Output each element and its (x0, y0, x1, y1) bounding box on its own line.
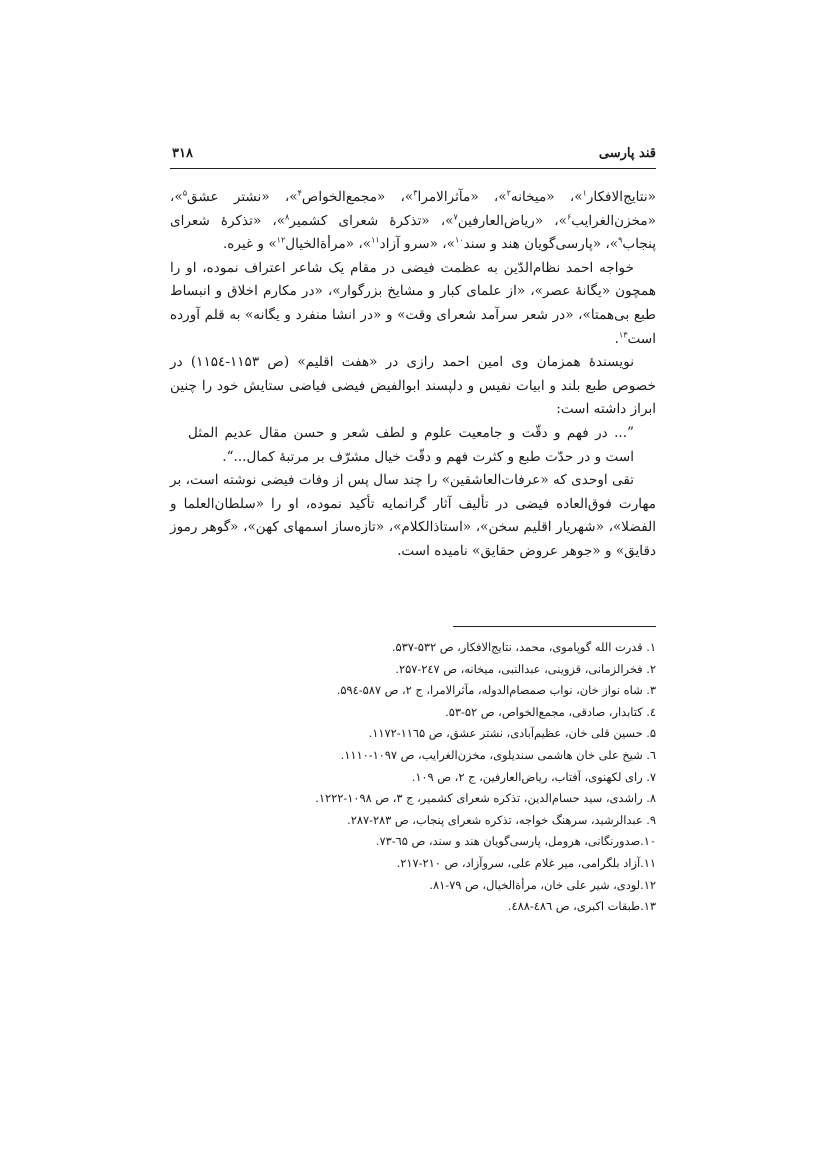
paragraph-book-list: «نتایج‌الافکار$^۱$»، «میخانه$^۲$»، «مآثرالامرا$^۳$»، «مجمع‌الخواص$^۴$»، «نشتر عشق$^۵$»، «مخزن‌الغرایب$^۶$»، «ریاض‌العارفین$^۷$»، «تذکرهٔ شعرای کشمیر$^۸$»، «تذکرهٔ شعرای پنجاب$^۹$»، «پارسی‌گویان هند و سند$^{۱۰}$»، «سرو آزاد$^{۱۱}$»، «مرأةالخیال$^{۱۲}$» و غیره. (170, 188, 656, 253)
footnote-ref: ۱ (582, 188, 587, 198)
footnote-item: ۳. شاه نواز خان، نواب صمصام‌الدوله، مآثرالامرا، ج ۲، ص ۵۸۷-۵۹٤. (336, 683, 656, 698)
footnote-item: ۱. قدرت الله گوپاموی، محمد، نتایج‌الافکار، ص ۵۳۲-۵۳۷. (391, 640, 656, 654)
footnote-item: ۱۲.لودی، شیر علی خان، مرأةالخیال، ص ۷۹-۸۱. (429, 877, 656, 892)
footnote-item: ۵. حسین قلی خان، عظیم‌آبادی، نشتر عشق، ص ۱۱٦۵-۱۱۷۲. (368, 726, 656, 741)
footnote-ref: ۶ (566, 212, 572, 222)
footnote-ref: ۱۳ (618, 330, 628, 340)
footnote-ref: ۸ (285, 212, 290, 222)
footnote-item: ۱۱.آزاد بلگرامی، میر غلام علی، سروآزاد، ص ۲۱۰-۲۱۷. (396, 855, 656, 870)
paragraph-nizamuddin: خواجه احمد نظام‌الدّین به عظمت فیضی در مقام یک شاعر اعتراف نموده، او را همچون «یگانهٔ عصر»، «از علمای کبار و مشایخ بزرگوار»، «در مکارم اخلاق و انبساط طبع بی‌همتا»، «در شعر سرآمد شعرای وقت» و «در انشا منفرد و یگانه» به قلم آورده است$^{۱۳}$. (170, 259, 656, 347)
footnote-ref: ۲ (506, 188, 511, 198)
footnote-item: ۱۳.طبقات اکبری، ص ٤۸٦-٤۸۸. (507, 899, 656, 914)
footnote-ref: ۴ (297, 188, 302, 198)
page-number: ۳۱۸ (172, 146, 193, 161)
paragraph-awhadi: تقی اوحدی که «عرفات‌العاشقین» را چند سال پس از وفات فیضی نوشته است، بر مهارت فوق‌العاده فیضی در تألیف آثار گرانمایه تأکید نموده، او را «سلطان‌العلما و الفضلا»، «شهریار اقلیم سخن»، «استاذالکلام»، «تازه‌ساز اسمهای کهن»، «گوهر رموز دقایق» و «جوهر عروض حقایق» نامیده است. (170, 472, 656, 559)
footnote-separator (453, 626, 656, 627)
paragraph-razi: نویسندهٔ همزمان وی امین احمد رازی در «هفت اقلیم» (ص ۱۱۵۳-۱۱۵٤) در خصوص طبع بلند و ابیات نفیس و دلپسند ابوالفیض فیضی فیاضی ستایش خود را چنین ابراز داشته است: (170, 354, 657, 418)
footnote-ref: ۵ (182, 188, 188, 198)
footnote-item: ٦. شیخ علی خان هاشمی سندیلوی، مخزن‌الغرایب، ص ۱۰۹۷-۱۱۱۰. (340, 747, 656, 762)
footnotes-list (170, 637, 656, 918)
page-header (170, 146, 656, 169)
footnote-item: ۷. رای لکهنوی، آفتاب، ریاض‌العارفین، ج ۲، ص ۱۰۹. (411, 769, 656, 784)
running-title: قند پارسی (598, 146, 656, 161)
footnote-ref: ۱۱ (371, 235, 380, 245)
footnote-ref: ۱۰ (454, 235, 464, 245)
footnote-ref: ۱۲ (276, 235, 286, 245)
footnote-item: ۲. فخرالزمانی، قزوینی، عبدالنبی، میخانه، ص ۲٤۷-۲۵۷. (395, 661, 656, 676)
footnote-ref: ۳ (413, 188, 418, 198)
quotation: ”... در فهم و دقّت و جامعیت علوم و لطف شعر و حسن مقال عدیم المثل است و در حدّت طبع و کثرت فهم و دقّت خیال مشرّف بر مرتبهٔ کمال...“. (188, 424, 634, 465)
footnote-item: ۹. عبدالرشید، سرهنگ خواجه، تذکره شعرای پنجاب، ص ۲۸۳-۲۸۷. (347, 812, 656, 827)
footnote-ref: ۷ (453, 212, 458, 222)
footnote-item: ۱۰.صدورنگانی، هرومل، پارسی‌گویان هند و سند، ص ٦۵-۷۳. (375, 834, 656, 849)
footnote-item: ٤. کتابدار، صادقی، مجمع‌الخواص، ص ۵۲-۵۳. (445, 704, 656, 719)
body-text (170, 186, 656, 564)
footnote-ref: ۹ (618, 235, 623, 245)
footnote-item: ۸. راشدی، سید حسام‌الدین، تذکره شعرای کشمیر، ج ۳، ص ۱۰۹۸-۱۲۲۲. (315, 791, 656, 806)
